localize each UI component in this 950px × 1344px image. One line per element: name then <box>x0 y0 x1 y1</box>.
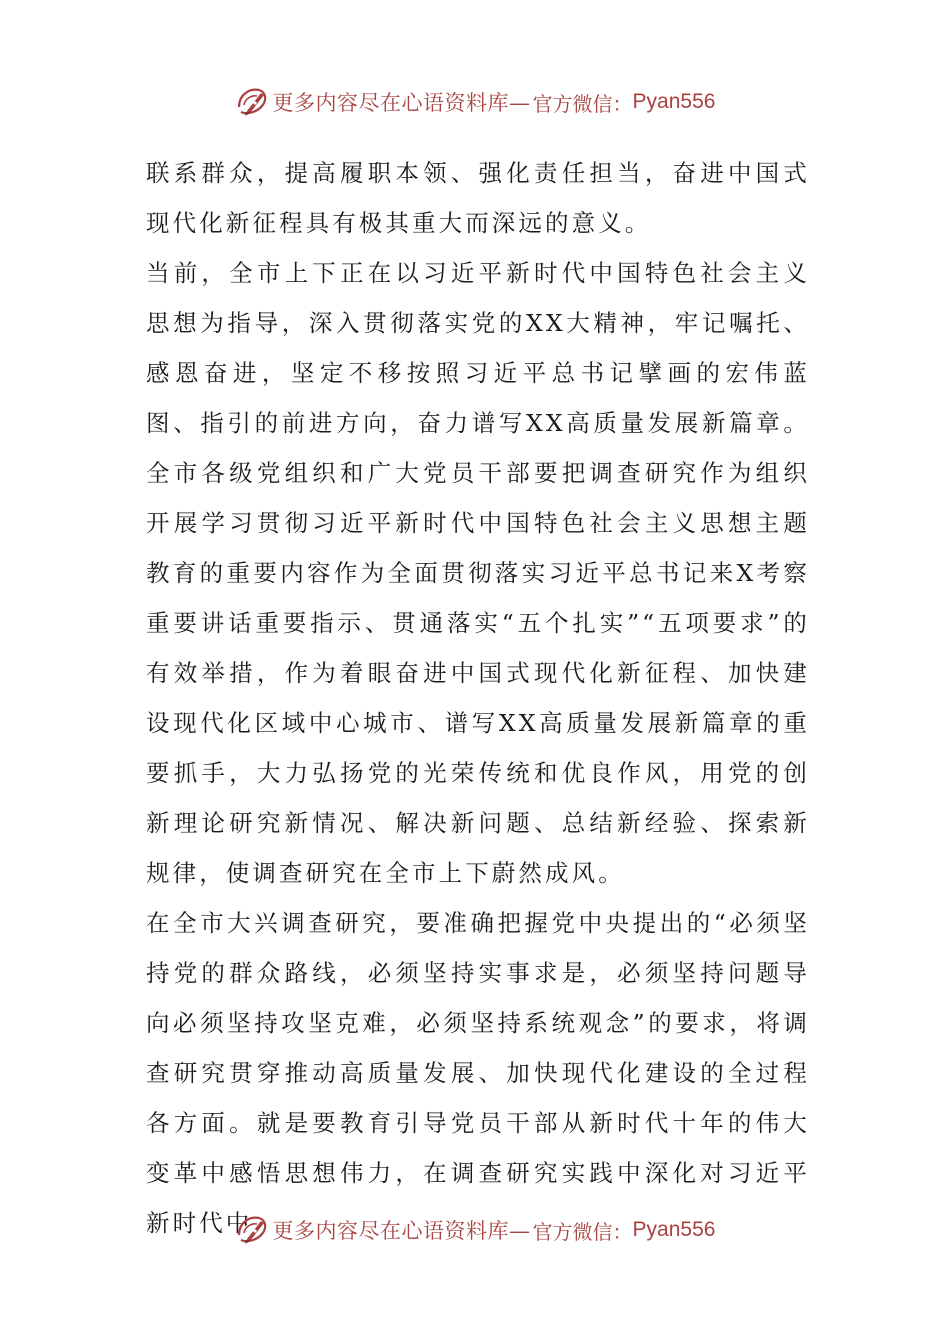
body-paragraph: 联系群众，提高履职本领、强化责任担当，奋进中国式现代化新征程具有极其重大而深远的意义。 <box>146 159 810 237</box>
document-body <box>146 148 810 1248</box>
watermark-wechat-id: Pyan556 <box>632 1218 716 1241</box>
body-paragraph: 当前，全市上下正在以习近平新时代中国特色社会主义思想为指导，深入贯彻落实党的XX大精神，牢记嘱托、感恩奋进，坚定不移按照习近平总书记擘画的宏伟蓝图、指引的前进方向，奋力谱写XX高质量发展新篇章。全市各级党组织和广大党员干部要把调查研究作为组织开展学习贯彻习近平新时代中国特色社会主义思想主题教育的重要内容作为全面贯彻落实习近平总书记来X考察重要讲话重要指示、贯通落实“五个扎实”“五项要求”的有效举措，作为着眼奋进中国式现代化新征程、加快建设现代化区域中心城市、谱写XX高质量发展新篇章的重要抓手，大力弘扬党的光荣传统和优良作风，用党的创新理论研究新情况、解决新问题、总结新经验、探索新规律，使调查研究在全市上下蔚然成风。 <box>146 259 810 887</box>
watermark-wechat-label: 官方微信： <box>532 1219 633 1244</box>
watermark-wechat-id: Pyan556 <box>632 90 716 113</box>
body-paragraph: 在全市大兴调查研究，要准确把握党中央提出的“必须坚持党的群众路线，必须坚持实事求是，必须坚持问题导向必须坚持攻坚克难，必须坚持系统观念”的要求，将调查研究贯穿推动高质量发展、加快现代化建设的全过程各方面。就是要教育引导党员干部从新时代十年的伟大变革中感悟思想伟力，在调查研究实践中深化对习近平新时代中 <box>146 909 810 1237</box>
watermark-slogan: 更多内容尽在心语资料库— <box>272 91 531 115</box>
watermark-wechat-label: 官方微信： <box>532 91 633 116</box>
pen-logo-icon <box>235 1213 269 1247</box>
pen-logo-icon <box>235 85 269 119</box>
footer-watermark-banner <box>0 1210 950 1250</box>
header-watermark-banner <box>0 82 950 122</box>
watermark-slogan: 更多内容尽在心语资料库— <box>272 1219 531 1243</box>
